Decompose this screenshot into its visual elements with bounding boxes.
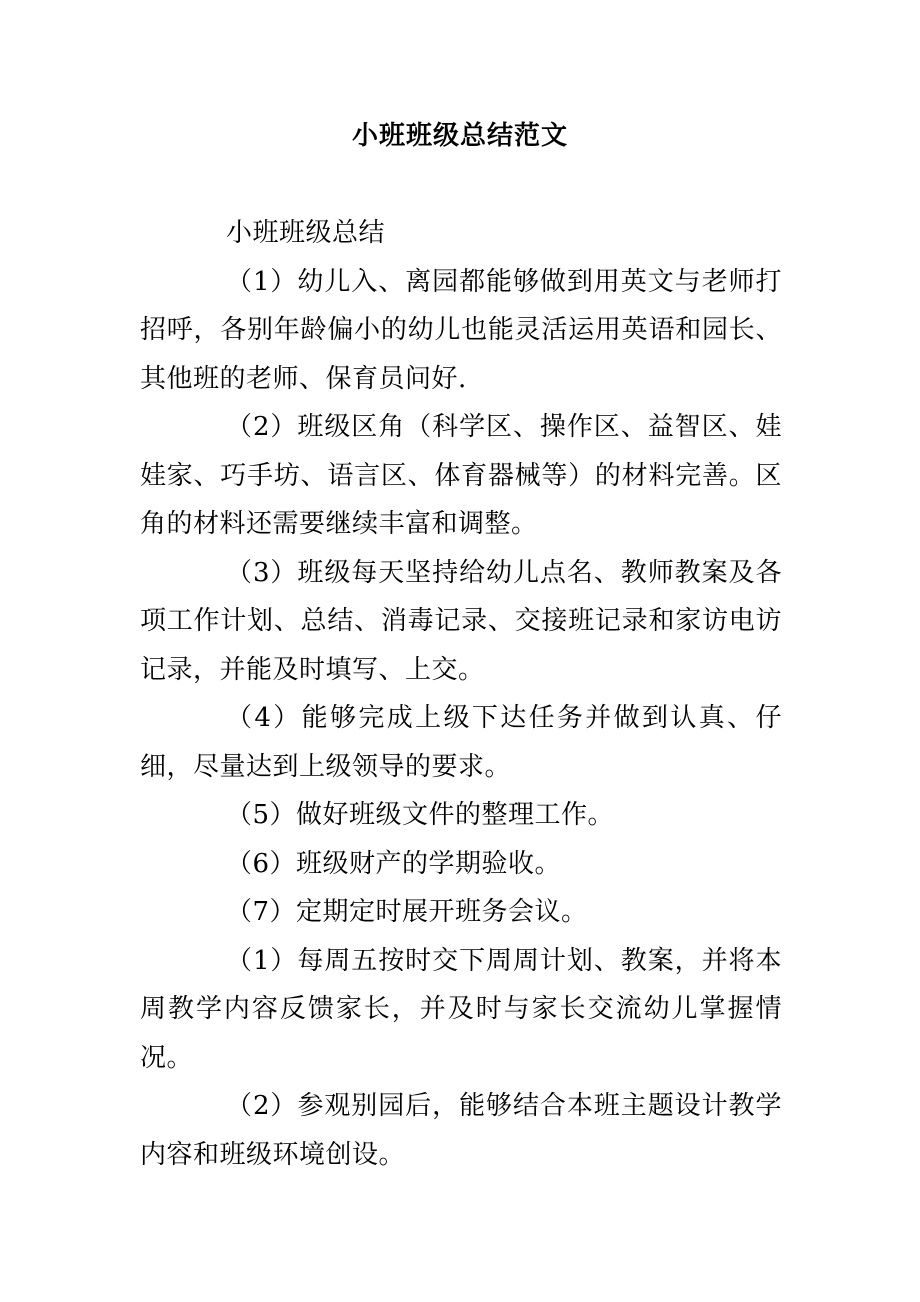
paragraph-item-2: （2）班级区角（科学区、操作区、益智区、娃娃家、巧手坊、语言区、体育器械等）的材料完善。区角的材料还需要继续丰富和调整。 bbox=[140, 412, 782, 539]
paragraph-item-7: （7）定期定时展开班务会议。 bbox=[226, 897, 588, 927]
paragraph-item-6: （6）班级财产的学期验收。 bbox=[226, 848, 562, 879]
paragraph-item-3: （3）班级每天坚持给幼儿点名、教师教案及各项工作计划、总结、消毒记录、交接班记录和家访电访记录，并能及时填写、上交。 bbox=[140, 557, 782, 685]
document-title: 小班班级总结范文 bbox=[351, 121, 568, 151]
paragraph-item-4: （4）能够完成上级下达任务并做到认真、仔细，尽量达到上级领导的要求。 bbox=[140, 703, 782, 782]
paragraph-item-8: （1）每周五按时交下周周计划、教案，并将本周教学内容反馈家长，并及时与家长交流幼儿掌握情况。 bbox=[140, 945, 782, 1073]
paragraph-item-1: （1）幼儿入、离园都能够做到用英文与老师打招呼，各别年龄偏小的幼儿也能灵活运用英语和园长、其他班的老师、保育员问好. bbox=[140, 266, 782, 394]
paragraph-item-5: （5）做好班级文件的整理工作。 bbox=[226, 800, 615, 830]
paragraph-subtitle: 小班班级总结 bbox=[226, 218, 386, 248]
document-body bbox=[140, 209, 782, 1179]
paragraph-item-9: （2）参观别园后，能够结合本班主题设计教学内容和班级环境创设。 bbox=[140, 1091, 782, 1170]
